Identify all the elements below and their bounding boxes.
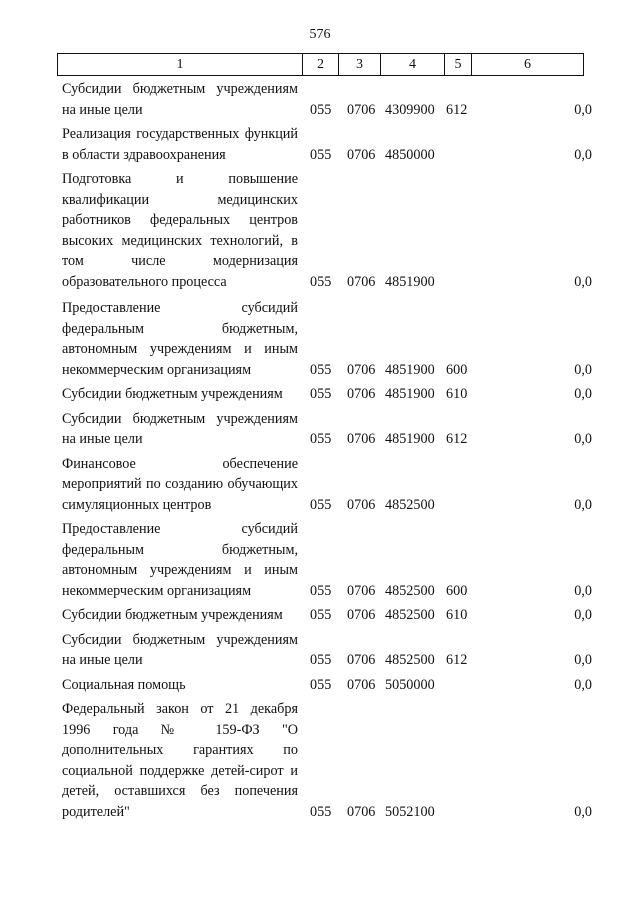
- page-number: 576: [309, 27, 331, 42]
- row-cs-code: 4852500: [385, 582, 435, 599]
- table-row: [62, 630, 592, 671]
- row-name: Субсидии бюджетным учреждениям: [62, 386, 283, 402]
- row-rz-code: 0706: [347, 607, 376, 623]
- row-name: Реализация государственных функций в области здравоохранения: [62, 126, 298, 163]
- row-sum: 0,0: [574, 101, 592, 118]
- header-col-6: 6: [524, 57, 531, 72]
- row-sum: 0,0: [574, 607, 592, 623]
- row-rz-code: 0706: [347, 803, 376, 820]
- row-vr-code: 600: [446, 361, 468, 378]
- row-rz-code: 0706: [347, 146, 376, 163]
- row-values: [62, 360, 592, 381]
- header-col-1: 1: [58, 54, 303, 75]
- row-sum: 0,0: [574, 803, 592, 820]
- table-row: [62, 124, 592, 165]
- row-gr-code: 055: [310, 431, 332, 447]
- row-sum: 0,0: [574, 273, 592, 290]
- row-gr-code: 055: [310, 386, 332, 402]
- row-rz-code: 0706: [347, 386, 376, 402]
- row-cs-code: 4309900: [385, 101, 435, 118]
- row-values: [62, 650, 592, 671]
- row-values: [62, 581, 592, 602]
- row-gr-code: 055: [310, 582, 332, 599]
- row-name: Субсидии бюджетным учреждениям на иные цели: [62, 631, 298, 668]
- row-values: [62, 272, 592, 293]
- table-row: [62, 454, 592, 516]
- row-gr-code: 055: [310, 361, 332, 378]
- row-cs-code: 4851900: [385, 431, 435, 447]
- row-values: [62, 384, 592, 405]
- table-row: [62, 409, 592, 450]
- row-gr-code: 055: [310, 676, 332, 693]
- row-rz-code: 0706: [347, 652, 376, 668]
- row-sum: 0,0: [574, 496, 592, 513]
- table-row: [62, 675, 592, 696]
- row-values: [62, 802, 592, 823]
- row-name: Подготовка и повышение квалификации медицинских работников федеральных центров высоких медицинских технологий, в том числе модернизация образовательного процесса: [62, 171, 298, 290]
- row-gr-code: 055: [310, 146, 332, 163]
- row-rz-code: 0706: [347, 101, 376, 118]
- row-name: Субсидии бюджетным учреждениям на иные цели: [62, 81, 298, 118]
- row-rz-code: 0706: [347, 431, 376, 447]
- row-values: [62, 495, 592, 516]
- table-row: [62, 699, 592, 822]
- row-rz-code: 0706: [347, 496, 376, 513]
- table-row: [62, 605, 592, 626]
- header-col-5: 5: [445, 54, 472, 75]
- row-sum: 0,0: [574, 676, 592, 693]
- row-gr-code: 055: [310, 273, 332, 290]
- row-vr-code: 612: [446, 652, 468, 668]
- row-vr-code: 610: [446, 607, 468, 623]
- row-name: Предоставление субсидий федеральным бюджетным, автономным учреждениям и иным некоммерческим организациям: [62, 300, 298, 378]
- row-cs-code: 4852500: [385, 652, 435, 668]
- header-col-4: 4: [381, 54, 445, 75]
- row-name: Социальная помощь: [62, 676, 186, 693]
- header-col-3: 3: [339, 54, 381, 75]
- row-values: [62, 100, 592, 121]
- row-name: Федеральный закон от 21 декабря 1996 года № 159-ФЗ "О дополнительных гарантиях по социальной поддержке детей-сирот и детей, оставшихся без попечения родителей": [62, 701, 298, 820]
- row-gr-code: 055: [310, 101, 332, 118]
- row-cs-code: 4852500: [385, 607, 435, 623]
- row-cs-code: 4850000: [385, 146, 435, 163]
- row-rz-code: 0706: [347, 361, 376, 378]
- row-sum: 0,0: [574, 386, 592, 402]
- row-sum: 0,0: [574, 582, 592, 599]
- row-vr-code: 600: [446, 582, 468, 599]
- row-sum: 0,0: [574, 431, 592, 447]
- row-gr-code: 055: [310, 803, 332, 820]
- row-cs-code: 4852500: [385, 496, 435, 513]
- row-values: [62, 429, 592, 450]
- row-gr-code: 055: [310, 607, 332, 623]
- table-body: [62, 79, 592, 826]
- row-sum: 0,0: [574, 146, 592, 163]
- row-rz-code: 0706: [347, 273, 376, 290]
- row-vr-code: 612: [446, 431, 468, 447]
- row-vr-code: 612: [446, 101, 468, 118]
- row-gr-code: 055: [310, 652, 332, 668]
- row-rz-code: 0706: [347, 582, 376, 599]
- row-cs-code: 4851900: [385, 386, 435, 402]
- row-rz-code: 0706: [347, 676, 376, 693]
- row-values: [62, 145, 592, 166]
- table-row: [62, 384, 592, 405]
- table-row: [62, 79, 592, 120]
- table-row: [62, 298, 592, 380]
- row-name: Финансовое обеспечение мероприятий по созданию обучающих симуляционных центров: [62, 455, 298, 513]
- row-cs-code: 5050000: [385, 676, 435, 693]
- table-row: [62, 519, 592, 601]
- row-sum: 0,0: [574, 652, 592, 668]
- row-values: [62, 675, 592, 696]
- row-gr-code: 055: [310, 496, 332, 513]
- row-values: [62, 605, 592, 626]
- row-name: Субсидии бюджетным учреждениям: [62, 607, 283, 623]
- row-name: Предоставление субсидий федеральным бюджетным, автономным учреждениям и иным некоммерческим организациям: [62, 521, 298, 599]
- row-vr-code: 610: [446, 386, 468, 402]
- header-col-2: 2: [303, 54, 339, 75]
- table-row: [62, 169, 592, 292]
- row-cs-code: 5052100: [385, 803, 435, 820]
- row-name: Субсидии бюджетным учреждениям на иные цели: [62, 410, 298, 447]
- row-sum: 0,0: [574, 361, 592, 378]
- table-header: [57, 53, 584, 76]
- row-cs-code: 4851900: [385, 361, 435, 378]
- row-cs-code: 4851900: [385, 273, 435, 290]
